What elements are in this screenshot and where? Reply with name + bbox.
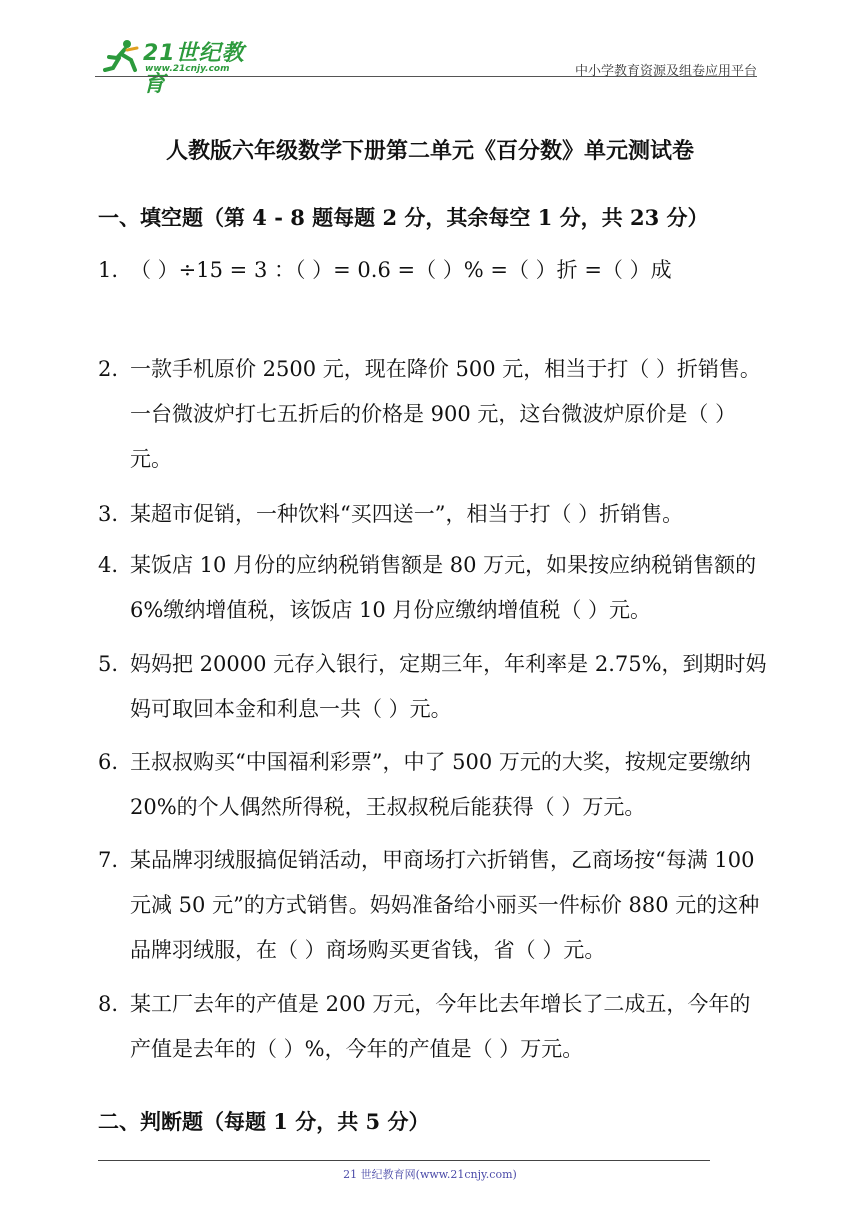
question-number: 2. bbox=[98, 357, 119, 381]
question-text: 某品牌羽绒服搞促销活动，甲商场打六折销售，乙商场按“每满 100 元减 50 元”的方式销售。妈妈准备给小丽买一件标价 880 元的这种品牌羽绒服，在（ ）商场购买更省钱，省（ ）元。 bbox=[130, 848, 760, 962]
question-4 bbox=[98, 543, 768, 633]
section-heading-judge: 二、判断题（每题 1 分，共 5 分） bbox=[98, 1109, 430, 1134]
question-8 bbox=[98, 982, 768, 1072]
footer-divider bbox=[98, 1160, 710, 1161]
header-divider bbox=[95, 76, 757, 77]
question-number: 7. bbox=[98, 848, 119, 872]
page-footer: 21 世纪教育网(www.21cnjy.com) bbox=[343, 1168, 517, 1181]
question-1 bbox=[98, 248, 768, 293]
question-text: 一款手机原价 2500 元，现在降价 500 元，相当于打（ ）折销售。一台微波炉打七五折后的价格是 900 元，这台微波炉原价是（ ）元。 bbox=[130, 357, 761, 471]
question-3 bbox=[98, 492, 768, 537]
platform-name: 中小学教育资源及组卷应用平台 bbox=[574, 64, 757, 79]
question-7 bbox=[98, 838, 768, 973]
question-text: 妈妈把 20000 元存入银行，定期三年，年利率是 2.75%，到期时妈妈可取回本金和利息一共（ ）元。 bbox=[130, 652, 767, 721]
question-text: 王叔叔购买“中国福利彩票”，中了 500 万元的大奖，按规定要缴纳 20%的个人偶然所得税，王叔叔税后能获得（ ）万元。 bbox=[130, 750, 751, 819]
question-number: 3. bbox=[98, 502, 119, 526]
question-5 bbox=[98, 642, 768, 732]
question-number: 8. bbox=[98, 992, 119, 1016]
question-text: 某饭店 10 月份的应纳税销售额是 80 万元，如果按应纳税销售额的 6%缴纳增值税，该饭店 10 月份应缴纳增值税（ ）元。 bbox=[130, 553, 757, 622]
question-text: 某工厂去年的产值是 200 万元，今年比去年增长了二成五，今年的产值是去年的（ ）%，今年的产值是（ ）万元。 bbox=[130, 992, 751, 1061]
runner-logo-icon bbox=[101, 38, 145, 74]
logo bbox=[95, 34, 265, 97]
page-title: 人教版六年级数学下册第二单元《百分数》单元测试卷 bbox=[165, 138, 694, 164]
question-number: 4. bbox=[98, 553, 119, 577]
section-heading-fill: 一、填空题（第 4 - 8 题每题 2 分，其余每空 1 分，共 23 分） bbox=[98, 205, 709, 230]
question-6 bbox=[98, 740, 768, 830]
question-number: 1. bbox=[98, 258, 119, 282]
question-number: 5. bbox=[98, 652, 119, 676]
question-text: （ ）÷15 = 3 ：（ ）= 0.6 =（ ）% =（ ）折 =（ ）成 bbox=[130, 258, 672, 282]
question-2 bbox=[98, 347, 768, 482]
question-text: 某超市促销，一种饮料“买四送一”，相当于打（ ）折销售。 bbox=[130, 502, 684, 526]
logo-url: www.21cnjy.com bbox=[145, 64, 230, 74]
logo-text: 21世纪教育 bbox=[143, 41, 245, 97]
question-number: 6. bbox=[98, 750, 119, 774]
page-header bbox=[95, 28, 757, 97]
